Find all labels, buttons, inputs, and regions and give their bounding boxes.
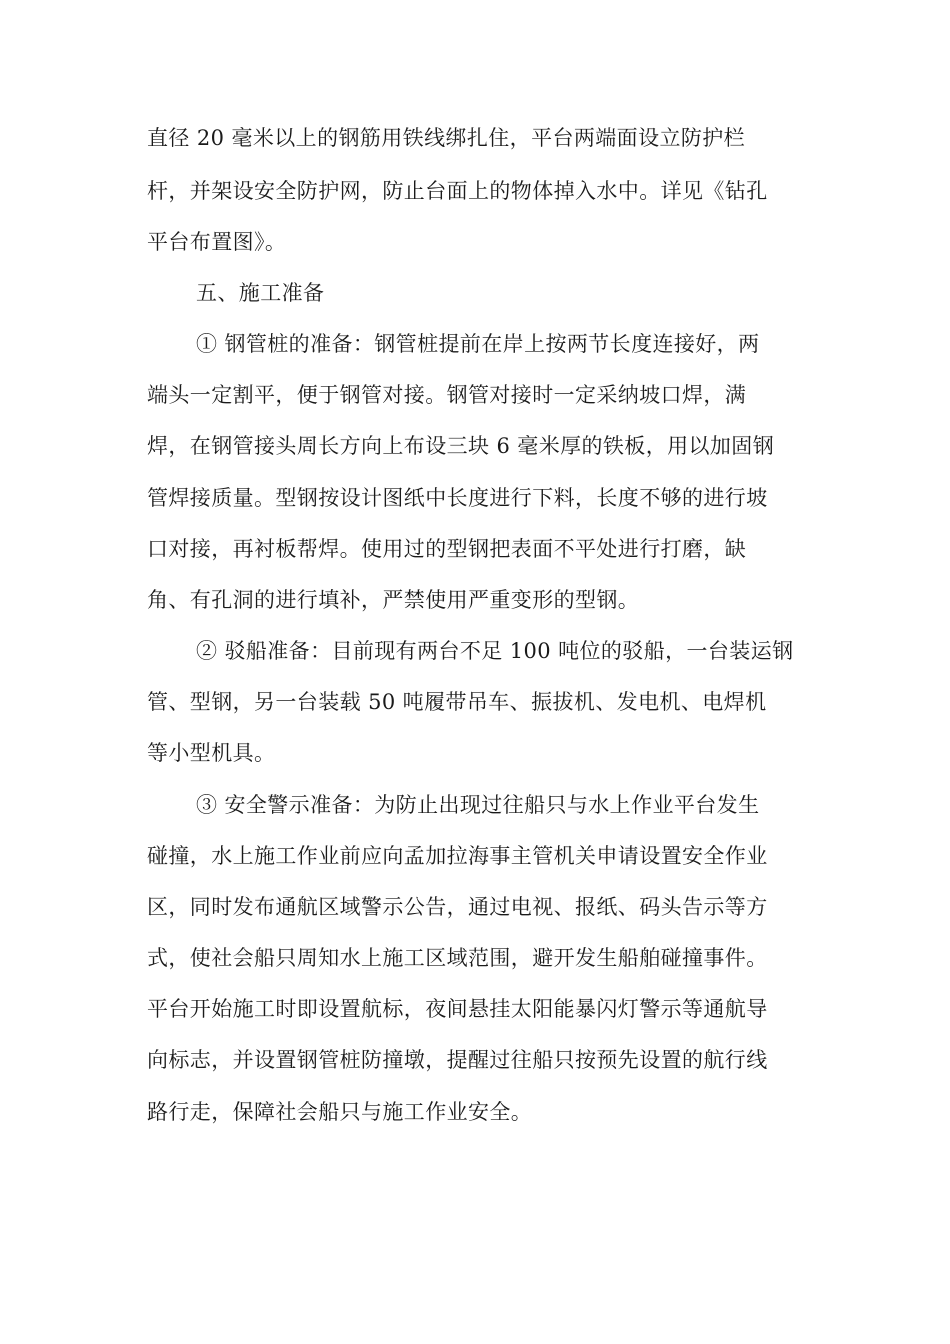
paragraph-line: 管、型钢，另一台装载 50 吨履带吊车、振拔机、发电机、电焊机: [147, 690, 767, 714]
paragraph-line: 杆，并架设安全防护网，防止台面上的物体掉入水中。详见《钻孔: [147, 179, 768, 203]
paragraph-line: 管焊接质量。型钢按设计图纸中长度进行下料，长度不够的进行坡: [147, 486, 768, 510]
paragraph-line: 端头一定割平，便于钢管对接。钢管对接时一定采纳坡口焊，满: [147, 383, 747, 407]
paragraph-line: 区，同时发布通航区域警示公告，通过电视、报纸、码头告示等方: [147, 895, 768, 919]
paragraph-line: 式，使社会船只周知水上施工区域范围，避开发生船舶碰撞事件。: [147, 946, 768, 970]
paragraph-line: ① 钢管桩的准备：钢管桩提前在岸上按两节长度连接好，两: [196, 332, 760, 356]
paragraph-line: 平台开始施工时即设置航标，夜间悬挂太阳能暴闪灯警示等通航导: [147, 997, 768, 1021]
paragraph-line: 碰撞，水上施工作业前应向孟加拉海事主管机关申请设置安全作业: [147, 844, 768, 868]
section-heading: 五、施工准备: [196, 281, 325, 305]
paragraph-line: ② 驳船准备：目前现有两台不足 100 吨位的驳船，一台装运钢: [196, 639, 794, 663]
paragraph-line: ③ 安全警示准备：为防止出现过往船只与水上作业平台发生: [196, 793, 760, 817]
paragraph-line: 口对接，再衬板帮焊。使用过的型钢把表面不平处进行打磨，缺: [147, 537, 747, 561]
paragraph-line: 直径 20 毫米以上的钢筋用铁线绑扎住，平台两端面设立防护栏: [147, 126, 746, 150]
paragraph-line: 等小型机具。: [147, 741, 276, 765]
paragraph-line: 向标志，并设置钢管桩防撞墩，提醒过往船只按预先设置的航行线: [147, 1048, 768, 1072]
paragraph-line: 路行走，保障社会船只与施工作业安全。: [147, 1100, 533, 1124]
paragraph-line: 焊，在钢管接头周长方向上布设三块 6 毫米厚的铁板，用以加固钢: [147, 434, 775, 458]
paragraph-line: 角、有孔洞的进行填补，严禁使用严重变形的型钢。: [147, 588, 640, 612]
paragraph-line: 平台布置图》。: [147, 230, 287, 254]
